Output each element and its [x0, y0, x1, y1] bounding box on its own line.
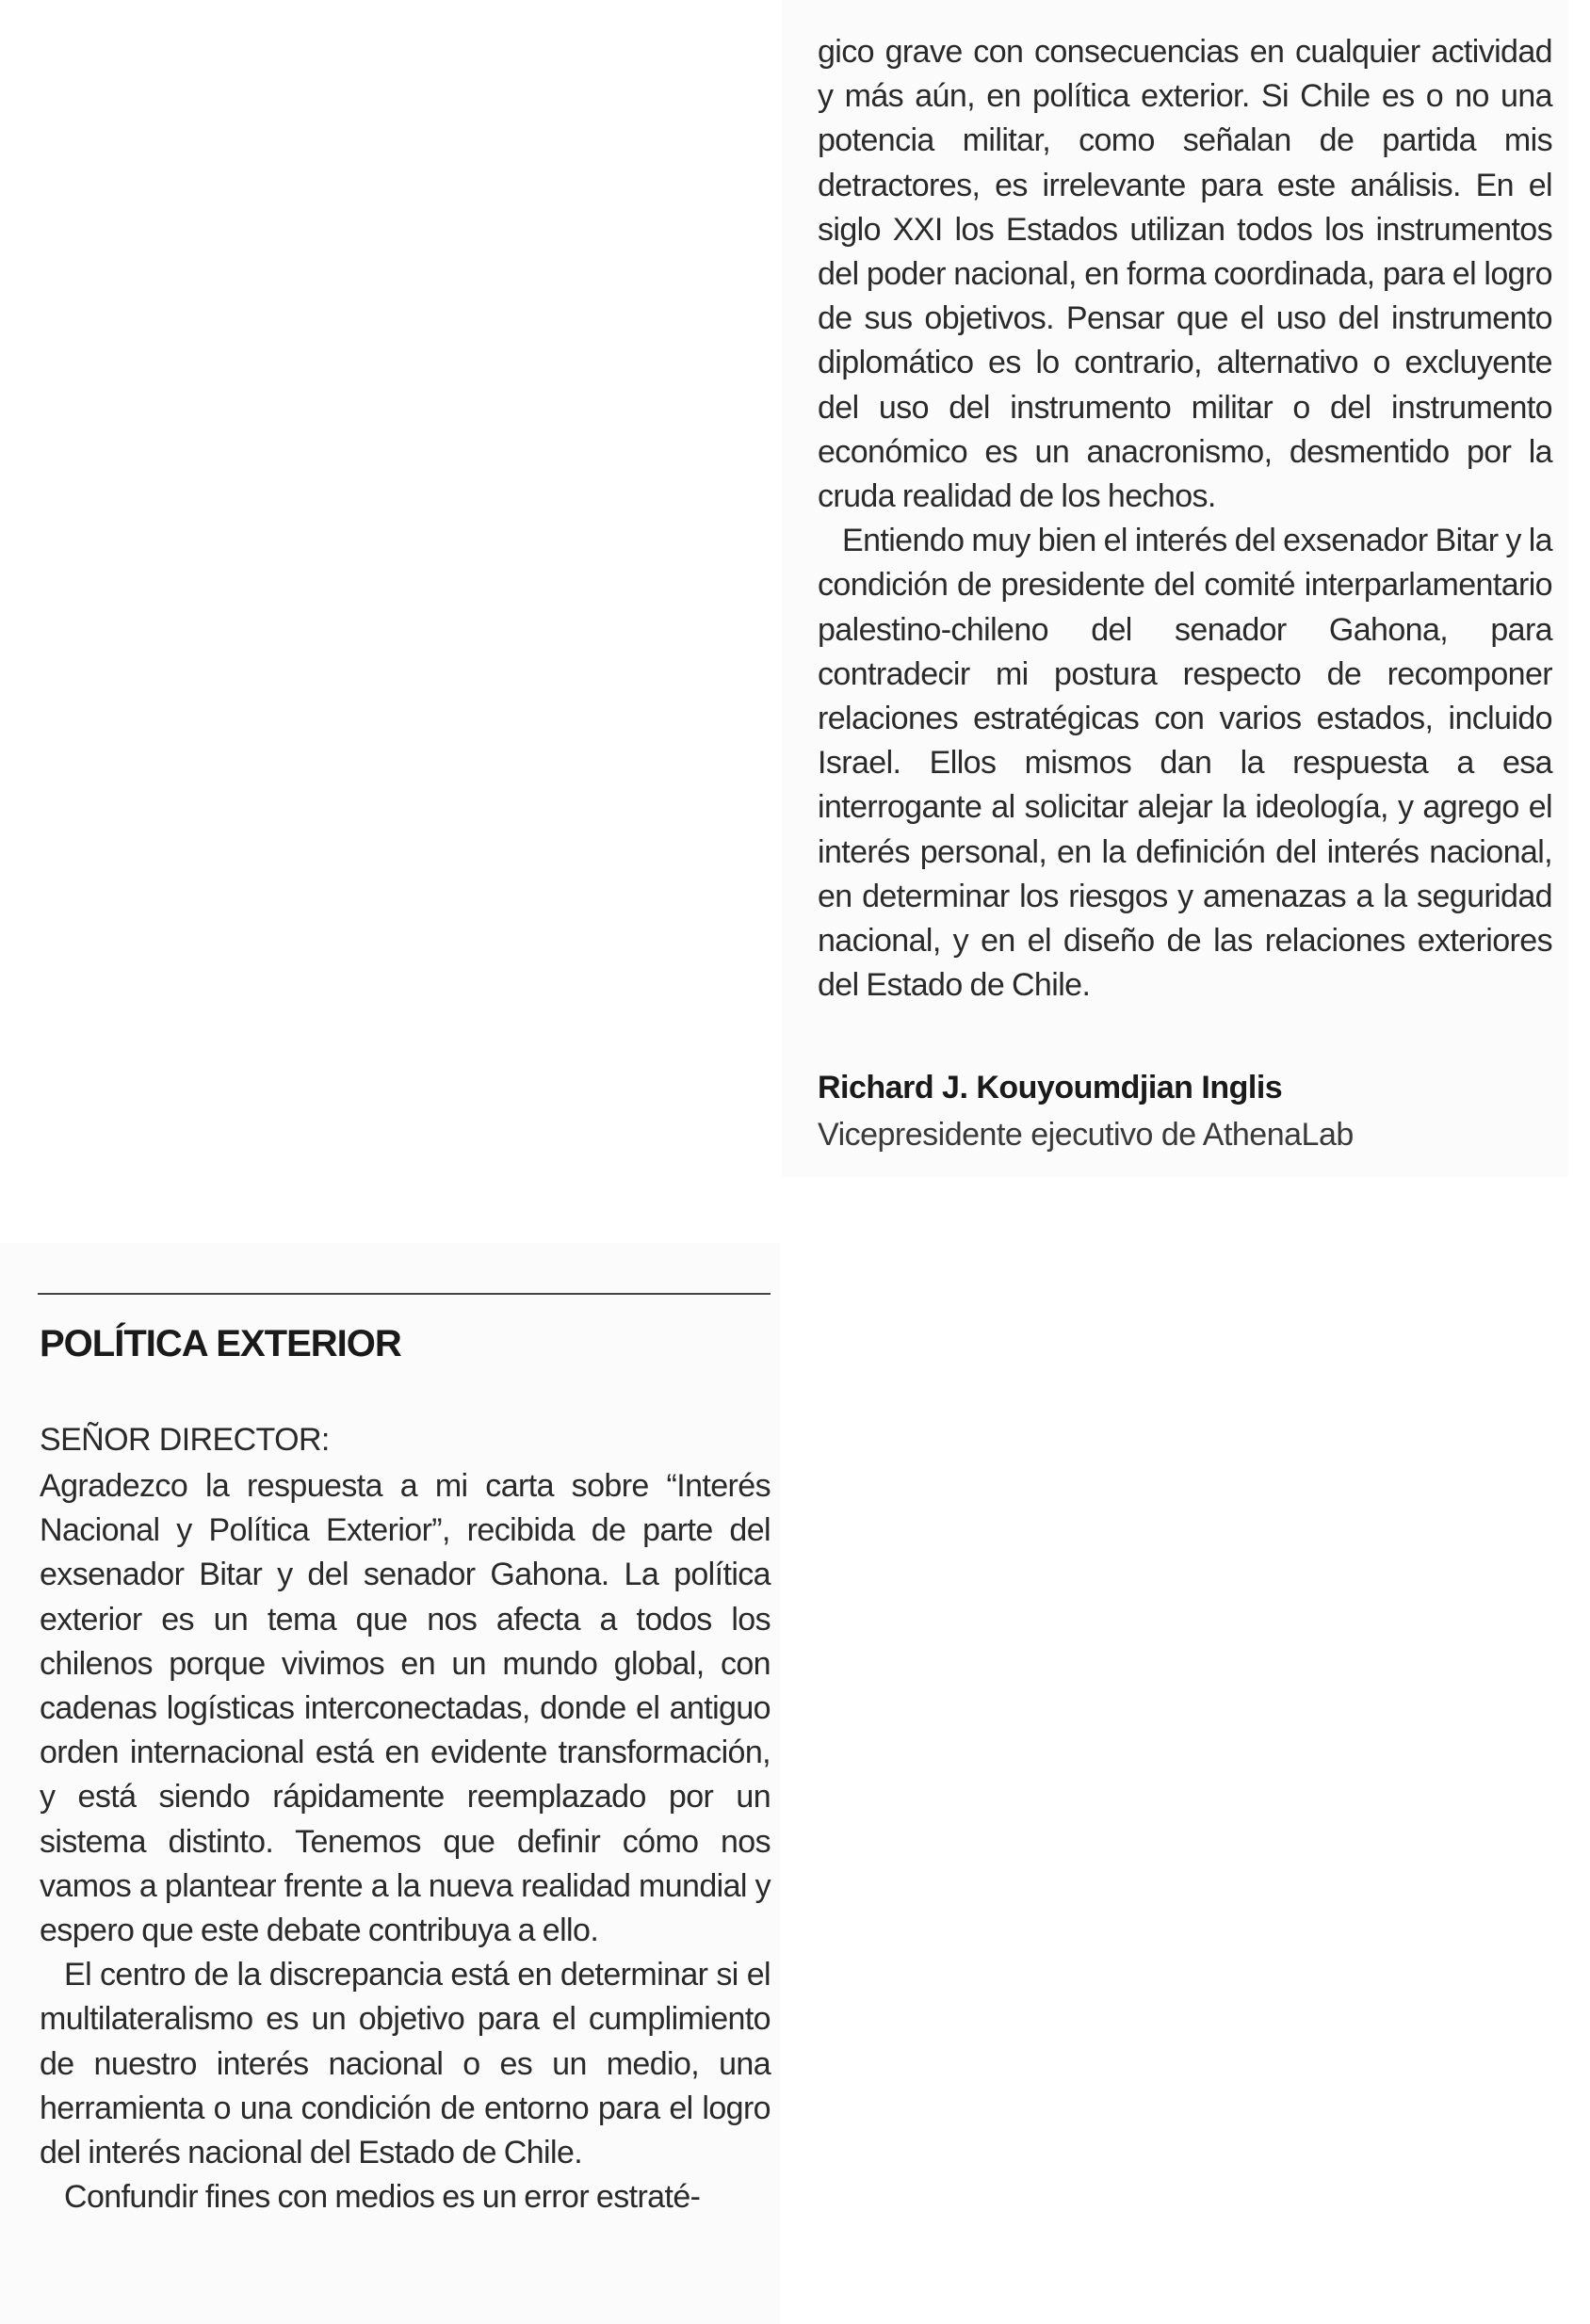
section-title: POLÍTICA EXTERIOR [40, 1323, 401, 1364]
body-paragraph: gico grave con consecuencias en cualquier actividad y más aún, en política exterior. Si Chile es o no una potencia militar, como señalan de partida mis detractores, es irrelevante para este análisis. En el siglo XXI los Estados utilizan todos los instrumentos del poder nacional, en forma coordinada, para el logro de sus objetivos. Pensar que el uso del instrumento diplomático es lo contrario, alternativo o excluyente del uso del instrumento militar o del instrumento económico es un anacronismo, desmentido por la cruda realidad de los hechos. [818, 34, 1552, 515]
body-paragraph: El centro de la discrepancia está en determinar si el multilateralismo es un objetivo para el cumplimiento de nuestro interés nacional o es un medio, una herramienta o una condición de entorno para el logro del interés nacional del Estado de Chile. [40, 1957, 771, 2171]
letter-body [40, 1464, 771, 2219]
body-paragraph: Confundir fines con medios es un error estraté- [64, 2179, 701, 2216]
section-divider [38, 1293, 771, 1295]
body-paragraph: Agradezco la respuesta a mi carta sobre “Interés Nacional y Política Exterior”, recibida de parte del exsenador Bitar y del senador Gahona. La política exterior es un tema que nos afecta a todos los chilenos porque vivimos en un mundo global, con cadenas logísticas interconectadas, donde el antiguo orden internacional está en evidente transformación, y está siendo rápidamente reemplazado por un sistema distinto. Tenemos que definir cómo nos vamos a plantear frente a la nueva realidad mundial y espero que este debate contribuya a ello. [40, 1468, 771, 1949]
signature-role: Vicepresidente ejecutivo de AthenaLab [818, 1117, 1354, 1153]
signature-block [818, 1064, 1552, 1158]
body-paragraph: Entiendo muy bien el interés del exsenador Bitar y la condición de presidente del comité interparlamentario palestino-chileno del senador Gahona, para contradecir mi postura respecto de recomponer relaciones estratégicas con varios estados, incluido Israel. Ellos mismos dan la respuesta a esa interrogante al solicitar alejar la ideología, y agrego el interés personal, en la definición del interés nacional, en determinar los riesgos y amenazas a la seguridad nacional, y en el diseño de las relaciones exteriores del Estado de Chile. [818, 523, 1552, 1004]
salutation: SEÑOR DIRECTOR: [40, 1422, 330, 1458]
signature-name: Richard J. Kouyoumdjian Inglis [818, 1070, 1283, 1106]
letter-continuation [818, 30, 1552, 1008]
